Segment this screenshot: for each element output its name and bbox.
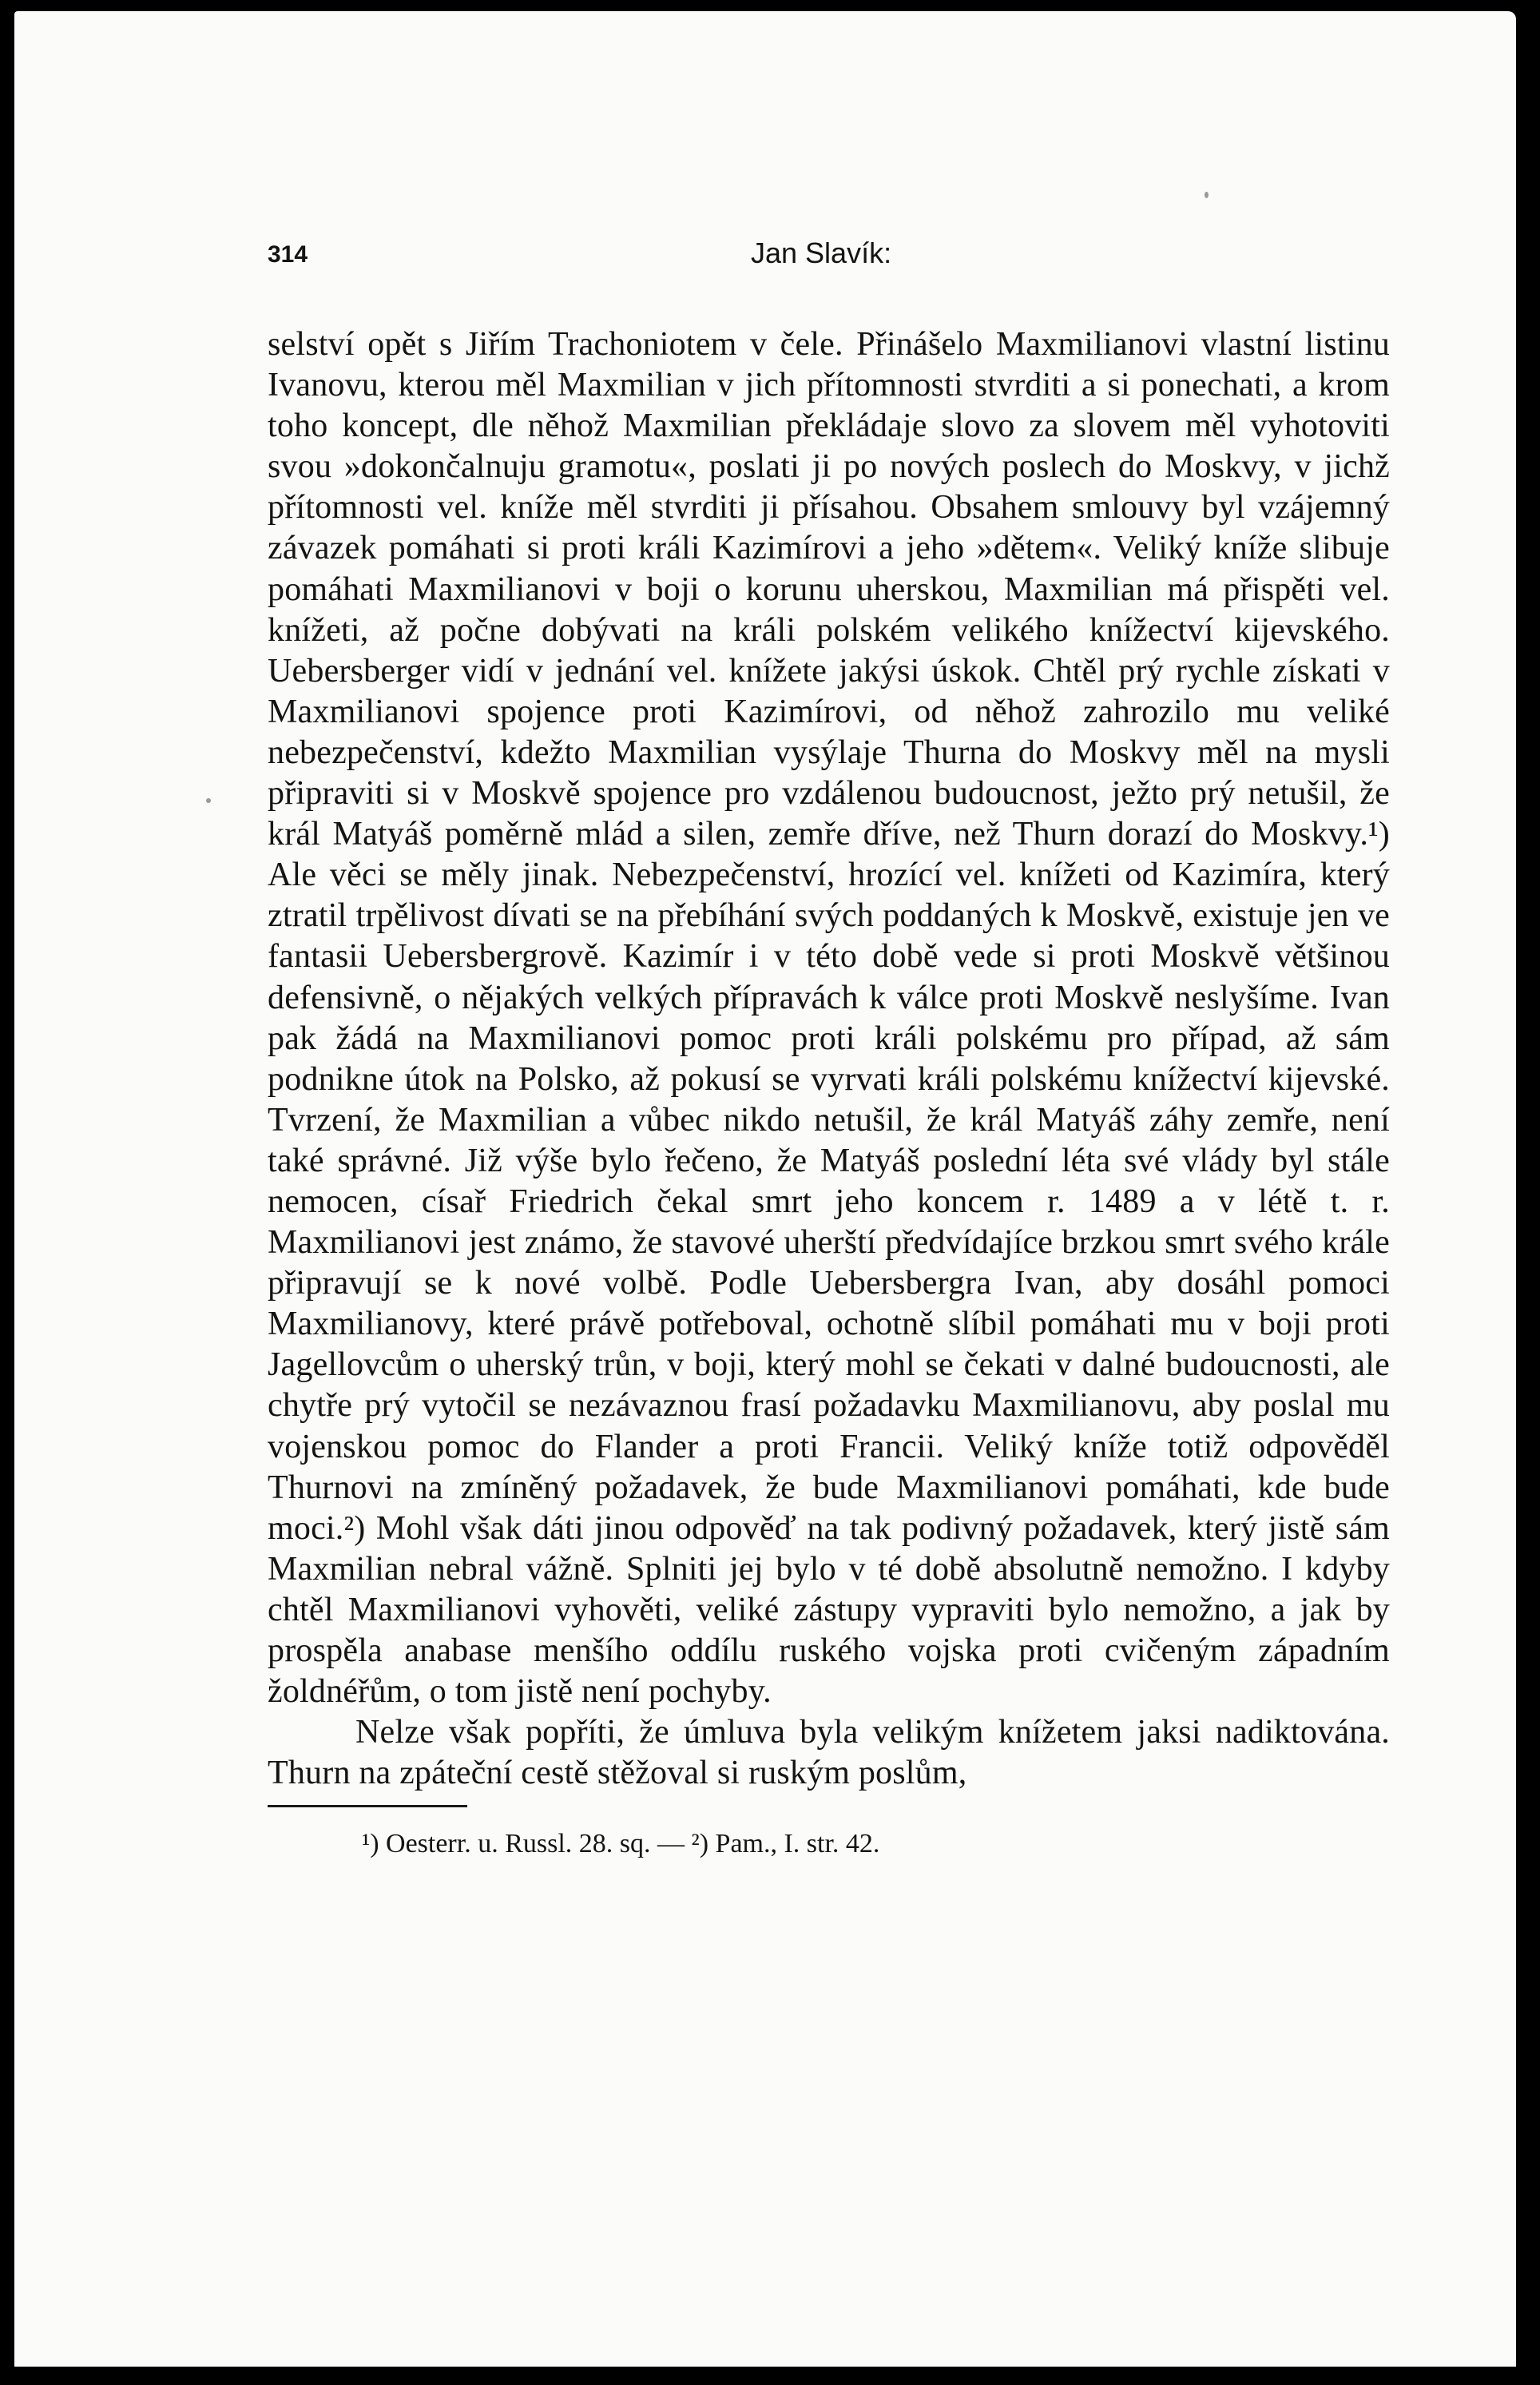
body-text bbox=[268, 324, 1390, 1794]
footnote-line: ¹) Oesterr. u. Russl. 28. sq. — ²) Pam., I. str. 42. bbox=[362, 1829, 880, 1859]
page-header bbox=[268, 237, 1390, 284]
document-page bbox=[14, 11, 1516, 2367]
speck bbox=[206, 798, 211, 803]
footnotes bbox=[268, 1828, 1390, 1860]
running-head: Jan Slavík: bbox=[751, 237, 892, 269]
page-number: 314 bbox=[268, 241, 308, 268]
page-content bbox=[268, 237, 1390, 1860]
paragraph: Nelze však popříti, že úmluva byla velikým knížetem jaksi nadiktována. Thurn na zpáteční cestě stěžoval si ruským poslům, bbox=[268, 1714, 1390, 1792]
footnote-divider bbox=[268, 1805, 467, 1807]
speck bbox=[1205, 192, 1209, 198]
paragraph: selství opět s Jiřím Trachoniotem v čele. Přinášelo Maxmilianovi vlastní listinu Ivanovu, kterou měl Maxmilian v jich přítomnosti stvrditi a si ponechati, a krom toho koncept, dle něhož Maxmilian překládaje slovo za slovem měl vyhotoviti svou »dokončalnuju gramotu«, poslati ji po nových poslech do Moskvy, v jichž přítomnosti vel. kníže měl stvrditi ji přísahou. Obsahem smlouvy byl vzájemný závazek pomáhati si proti králi Kazimírovi a jeho »dětem«. Veliký kníže slibuje pomáhati Maxmilianovi v boji o korunu uherskou, Maxmilian má přispěti vel. knížeti, až počne dobývati na králi polském velikého knížectví kijevského. Uebersberger vidí v jednání vel. knížete jakýsi úskok. Chtěl prý rychle získati v Maxmilianovi spojence proti Kazimírovi, od něhož zahrozilo mu veliké nebezpečenství, kdežto Maxmilian vysýlaje Thurna do Moskvy měl na mysli připraviti si v Moskvě spojence pro vzdálenou budoucnost, ježto prý netušil, že král Matyáš poměrně mlád a silen, zemře dříve, než Thurn dorazí do Moskvy.¹) Ale věci se měly jinak. Nebezpečenství, hrozící vel. knížeti od Kazimíra, který ztratil trpělivost dívati se na přebíhání svých poddaných k Moskvě, existuje jen ve fantasii Uebersbergrově. Kazimír i v této době vede si proti Moskvě většinou defensivně, o nějakých velkých přípravách k válce proti Moskvě neslyšíme. Ivan pak žádá na Maxmilianovi pomoc proti králi polskému pro případ, až sám podnikne útok na Polsko, až pokusí se vyrvati králi polskému knížectví kijevské. Tvrzení, že Maxmilian a vůbec nikdo netušil, že král Matyáš záhy zemře, není také správné. Již výše bylo řečeno, že Matyáš poslední léta své vlády byl stále nemocen, císař Friedrich čekal smrt jeho koncem r. 1489 a v létě t. r. Maxmilianovi jest známo, že stavové uherští předvídajíce brzkou smrt svého krále připravují se k nové volbě. Podle Uebersbergra Ivan, aby dosáhl pomoci Maxmilianovy, které právě potřeboval, ochotně slíbil pomáhati mu v boji proti Jagellovcům o uherský trůn, v boji, který mohl se čekati v dalné budoucnosti, ale chytře prý vytočil se nezávaznou frasí požadavku Maxmilianovu, aby poslal mu vojenskou pomoc do Flander a proti Francii. Veliký kníže totiž odpověděl Thurnovi na zmíněný požadavek, že bude Maxmilianovi pomáhati, kde bude moci.²) Mohl však dáti jinou odpověď na tak podivný požadavek, který jistě sám Maxmilian nebral vážně. Splniti jej bylo v té době absolutně nemožno. I kdyby chtěl Maxmilianovi vyhověti, veliké zástupy vypraviti bylo nemožno, a jak by prospěla anabase menšího oddílu ruského vojska proti cvičeným západním žoldnéřům, o tom jistě není pochyby. bbox=[268, 326, 1390, 1711]
